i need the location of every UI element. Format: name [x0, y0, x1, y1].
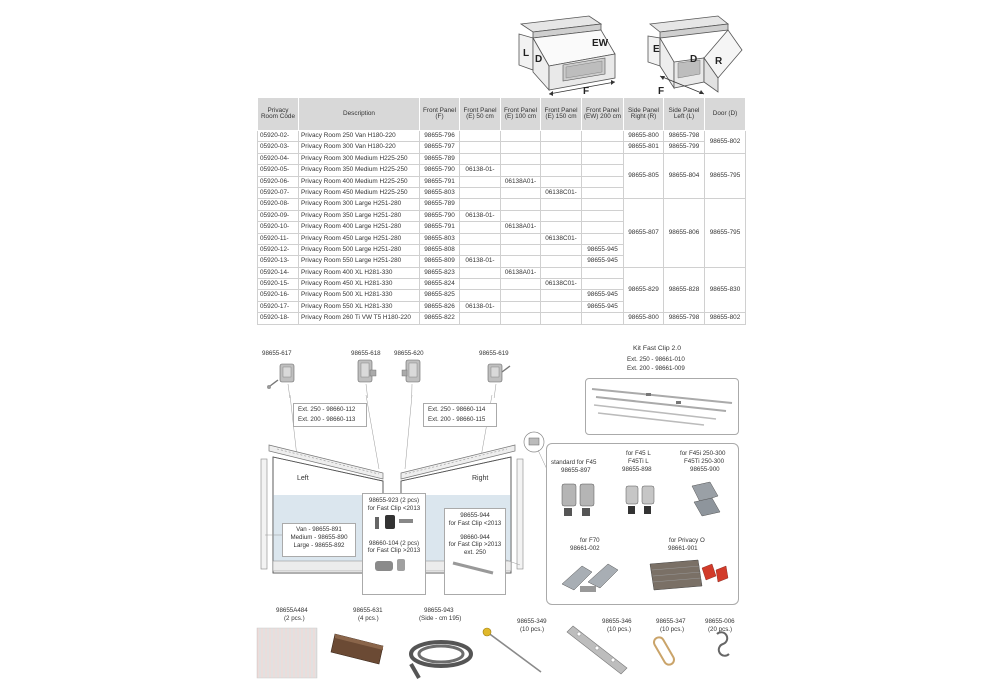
cell-front-f: 98655-824	[420, 279, 460, 290]
pole-large: Large - 98655-892	[293, 541, 345, 549]
b1-code: 98655A484	[276, 607, 308, 614]
cell-front-e150	[541, 210, 582, 221]
cell-description: Privacy Room 550 Large H251-280	[299, 256, 420, 267]
clip-620-icon	[402, 360, 420, 382]
cell-front-ew: 98655-945	[582, 301, 624, 312]
std-f45-line1: standard for F45	[551, 459, 597, 466]
cell-description: Privacy Room 350 Large H251-280	[299, 210, 420, 221]
privacy-o-adapter-icon	[650, 560, 728, 590]
cell-front-f: 98655-791	[420, 176, 460, 187]
cell-front-e100: 06138A01-	[501, 222, 541, 233]
cell-front-ew: 98655-945	[582, 256, 624, 267]
f70-adapter-icon	[562, 564, 618, 592]
p944-icon	[445, 557, 503, 577]
b7-code: 98655-006	[705, 618, 735, 625]
cell-front-e50	[460, 142, 501, 153]
cell-front-e50	[460, 233, 501, 244]
left-panel-label: Left	[297, 475, 309, 482]
b3-qty: (Side - cm 195)	[419, 615, 462, 622]
elastic-ring-icon	[652, 636, 676, 667]
cell-front-f: 98655-823	[420, 267, 460, 278]
cell-code: 05920-16-	[258, 290, 299, 301]
cell-front-e100	[501, 301, 541, 312]
part-98655-618-label: 98655-618	[351, 350, 381, 357]
cell-front-ew	[582, 313, 624, 324]
cell-front-e150	[541, 267, 582, 278]
cell-code: 05920-06-	[258, 176, 299, 187]
header-cell: Front Panel (E) 50 cm	[460, 98, 501, 131]
cell-code: 05920-07-	[258, 187, 299, 198]
cell-front-f: 98655-789	[420, 199, 460, 210]
b5-code: 98655-346	[602, 618, 632, 625]
cell-code: 05920-14-	[258, 267, 299, 278]
header-cell: Front Panel (E) 150 cm	[541, 98, 582, 131]
cell-front-f: 98655-808	[420, 244, 460, 255]
cell-front-e150	[541, 165, 582, 176]
cell-front-ew	[582, 153, 624, 164]
diagram-label-l: L	[523, 48, 530, 59]
clip-619-icon	[488, 364, 510, 382]
cell-front-e50	[460, 199, 501, 210]
cell-door: 98655-802	[705, 131, 746, 154]
cell-side-left: 98655-828	[664, 267, 705, 313]
cell-front-f: 98655-826	[420, 301, 460, 312]
cell-description: Privacy Room 350 Medium H225-250	[299, 165, 420, 176]
diagram-label-f: F	[583, 86, 590, 96]
cell-front-e100	[501, 244, 541, 255]
cell-front-e100	[501, 210, 541, 221]
pole-van: Van - 98655-891	[296, 526, 342, 533]
cell-side-right: 98655-829	[624, 267, 664, 313]
f45i-adapter-icon	[692, 482, 720, 516]
b6-qty: (10 pcs.)	[660, 626, 685, 633]
pole-medium: Medium - 98655-890	[290, 533, 348, 541]
cell-description: Privacy Room 500 Large H251-280	[299, 244, 420, 255]
ext-left-250: Ext. 250 - 98660-112	[298, 406, 356, 413]
part-98655-620-label: 98655-620	[394, 350, 424, 357]
f45l-line2: F45Ti L	[628, 458, 649, 465]
cell-code: 05920-15-	[258, 279, 299, 290]
cell-side-left: 98655-806	[664, 199, 705, 267]
cell-description: Privacy Room 300 Large H251-280	[299, 199, 420, 210]
cell-front-e150	[541, 290, 582, 301]
table-row	[258, 142, 746, 153]
cell-front-e150: 06138C01-	[541, 233, 582, 244]
b2-qty: (4 pcs.)	[358, 615, 379, 622]
diagram-label-f2: F	[658, 86, 665, 96]
cell-front-e50	[460, 313, 501, 324]
cell-front-e100	[501, 165, 541, 176]
adapter-icons-row1	[548, 476, 736, 526]
cell-front-f: 98655-803	[420, 187, 460, 198]
cell-front-e50	[460, 267, 501, 278]
cell-front-e100	[501, 199, 541, 210]
cell-front-e50	[460, 222, 501, 233]
f45l-line3: 98655-898	[622, 466, 652, 473]
ext-left-box	[293, 403, 367, 427]
f45-standard-adapter-icon	[562, 484, 594, 516]
cell-front-e50	[460, 187, 501, 198]
privacy-o-line1: for Privacy O	[669, 537, 705, 544]
cell-description: Privacy Room 260 Ti VW T5 H180-220	[299, 313, 420, 324]
f45i-line2: F45Ti 250-300	[684, 458, 725, 465]
cell-front-e150	[541, 256, 582, 267]
cell-description: Privacy Room 550 XL H281-330	[299, 301, 420, 312]
cell-front-e50	[460, 153, 501, 164]
cell-front-ew	[582, 131, 624, 142]
header-cell: Front Panel (E) 100 cm	[501, 98, 541, 131]
cell-front-e50	[460, 176, 501, 187]
f70-line1: for F70	[580, 537, 600, 544]
cell-code: 05920-18-	[258, 313, 299, 324]
pole-sizes-box	[282, 523, 356, 557]
header-cell: Door (D)	[705, 98, 746, 131]
tent-peg-icon	[483, 628, 541, 672]
std-f45-line2: 98655-897	[561, 467, 591, 474]
cell-front-f: 98655-790	[420, 165, 460, 176]
p104-line1: 98660-104 (2 pcs)	[368, 539, 420, 547]
cell-side-right: 98655-800	[624, 313, 664, 324]
p944b-line2: for Fast Clip >2013	[448, 541, 502, 549]
cell-front-e150: 06138C01-	[541, 187, 582, 198]
cell-description: Privacy Room 300 Medium H225-250	[299, 153, 420, 164]
cell-side-right: 98655-805	[624, 153, 664, 199]
f45i-line1: for F45i 250-300	[680, 450, 726, 457]
cell-front-e150	[541, 244, 582, 255]
ext-right-200: Ext. 200 - 98660-115	[428, 415, 486, 423]
cell-code: 05920-02-	[258, 131, 299, 142]
spec-table	[257, 97, 746, 325]
table-row	[258, 267, 746, 278]
header-cell: Side Panel Left (L)	[664, 98, 705, 131]
fast-clip-right-box	[444, 508, 506, 595]
cell-front-e150	[541, 131, 582, 142]
cell-front-f: 98655-789	[420, 153, 460, 164]
awning-diagram-side	[638, 10, 748, 96]
table-row	[258, 131, 746, 142]
cell-code: 05920-13-	[258, 256, 299, 267]
b3-code: 98655-943	[424, 607, 454, 614]
p923-icon	[363, 513, 423, 533]
fast-clip-left-box	[362, 493, 426, 595]
ext-right-250: Ext. 250 - 98660-114	[428, 406, 486, 413]
header-cell: Privacy Room Code	[258, 98, 299, 131]
cell-front-e50	[460, 244, 501, 255]
b7-qty: (20 pcs.)	[708, 626, 733, 633]
cell-front-e150	[541, 153, 582, 164]
p944b-line1: 98660-944	[460, 533, 490, 541]
cell-code: 05920-12-	[258, 244, 299, 255]
cell-front-e50	[460, 279, 501, 290]
cell-front-e150	[541, 199, 582, 210]
cell-code: 05920-04-	[258, 153, 299, 164]
cell-front-f: 98655-825	[420, 290, 460, 301]
cell-front-ew	[582, 187, 624, 198]
zipper-icon	[411, 642, 471, 678]
cell-front-e150	[541, 142, 582, 153]
cell-front-ew	[582, 279, 624, 290]
kit-ext-250: Ext. 250 - 98661-010	[627, 356, 685, 363]
cell-front-f: 98655-796	[420, 131, 460, 142]
cell-front-e100: 06138A01-	[501, 267, 541, 278]
cell-door: 98655-795	[705, 199, 746, 267]
cell-front-e100	[501, 153, 541, 164]
diagram-label-e: E	[653, 44, 660, 55]
cell-front-e50	[460, 290, 501, 301]
part-98655-617-label: 98655-617	[262, 350, 292, 357]
clip-parts-icons	[258, 358, 528, 398]
cell-front-f: 98655-809	[420, 256, 460, 267]
p944b-line3: ext. 250	[463, 549, 487, 556]
diagram-label-d2: D	[690, 54, 698, 65]
cell-side-right: 98655-801	[624, 142, 664, 153]
b6-code: 98655-347	[656, 618, 686, 625]
kit-fast-clip-box	[585, 378, 739, 435]
cell-code: 05920-05-	[258, 165, 299, 176]
b4-code: 98655-349	[517, 618, 547, 625]
cell-front-e100	[501, 233, 541, 244]
cell-front-e100	[501, 290, 541, 301]
cell-description: Privacy Room 450 XL H281-330	[299, 279, 420, 290]
table-row	[258, 313, 746, 324]
cell-front-e50: 06138-01-	[460, 210, 501, 221]
privacy-o-line2: 98661-901	[668, 545, 698, 552]
ext-left-200: Ext. 200 - 98660-113	[298, 415, 356, 423]
b1-qty: (2 pcs.)	[284, 615, 305, 622]
p104-line2: for Fast Clip >2013	[367, 547, 421, 555]
b5-qty: (10 pcs.)	[607, 626, 632, 633]
cell-code: 05920-11-	[258, 233, 299, 244]
cell-front-ew	[582, 199, 624, 210]
cell-front-e50: 06138-01-	[460, 256, 501, 267]
cell-code: 05920-03-	[258, 142, 299, 153]
f70-line2: 98661-002	[570, 545, 600, 552]
awning-diagram-front	[505, 10, 630, 96]
cell-description: Privacy Room 450 Large H251-280	[299, 233, 420, 244]
f45l-adapter-icon	[626, 486, 654, 514]
cell-front-e150	[541, 176, 582, 187]
cell-front-ew	[582, 142, 624, 153]
cell-front-ew	[582, 210, 624, 221]
cell-side-left: 98655-798	[664, 131, 705, 142]
cell-door: 98655-802	[705, 313, 746, 324]
cell-front-f: 98655-791	[420, 222, 460, 233]
kit-title: Kit Fast Clip 2.0	[633, 345, 681, 352]
cell-side-right: 98655-807	[624, 199, 664, 267]
right-panel-label: Right	[472, 475, 489, 482]
cell-front-e100	[501, 142, 541, 153]
p944-line1: 98655-944	[460, 512, 490, 519]
cell-front-ew	[582, 233, 624, 244]
cell-front-ew: 98655-945	[582, 244, 624, 255]
cell-description: Privacy Room 500 XL H281-330	[299, 290, 420, 301]
rubber-strap-icon	[567, 626, 627, 674]
header-cell: Description	[299, 98, 420, 131]
cell-side-left: 98655-804	[664, 153, 705, 199]
cell-front-e100	[501, 256, 541, 267]
header-cell: Front Panel (F)	[420, 98, 460, 131]
f45l-line1: for F45 L	[626, 450, 651, 457]
curtain-fabric-icon	[257, 628, 317, 678]
cell-front-e100	[501, 313, 541, 324]
cell-front-e100: 06138A01-	[501, 176, 541, 187]
p104-icon	[363, 555, 423, 577]
cell-description: Privacy Room 450 Medium H225-250	[299, 187, 420, 198]
p923-line2: for Fast Clip <2013	[367, 504, 421, 512]
cell-front-e100	[501, 131, 541, 142]
cell-front-ew	[582, 267, 624, 278]
kit-rails-icon	[586, 379, 736, 433]
bottom-parts-icons	[255, 624, 745, 680]
cell-front-e50: 06138-01-	[460, 301, 501, 312]
clip-617-icon	[267, 364, 294, 389]
p944-line2: for Fast Clip <2013	[448, 519, 502, 527]
cell-front-f: 98655-790	[420, 210, 460, 221]
kit-ext-200: Ext. 200 - 98661-009	[627, 365, 685, 372]
cell-description: Privacy Room 400 XL H281-330	[299, 267, 420, 278]
p923-line1: 98655-923 (2 pcs)	[368, 497, 420, 504]
clip-618-icon	[358, 360, 376, 382]
header-cell: Front Panel (EW) 200 cm	[582, 98, 624, 131]
cell-front-e150	[541, 301, 582, 312]
cell-front-e150	[541, 222, 582, 233]
cell-front-ew: 98655-945	[582, 290, 624, 301]
cell-description: Privacy Room 300 Van H180-220	[299, 142, 420, 153]
cell-description: Privacy Room 400 Large H251-280	[299, 222, 420, 233]
cell-code: 05920-17-	[258, 301, 299, 312]
cell-front-e150: 06138C01-	[541, 279, 582, 290]
b2-code: 98655-631	[353, 607, 383, 614]
diagram-label-d: D	[535, 54, 543, 65]
diagram-label-r: R	[715, 56, 723, 67]
cell-code: 05920-08-	[258, 199, 299, 210]
cell-front-e50	[460, 131, 501, 142]
cell-front-e150	[541, 313, 582, 324]
cell-front-e50: 06138-01-	[460, 165, 501, 176]
table-row	[258, 199, 746, 210]
header-cell: Side Panel Right (R)	[624, 98, 664, 131]
ext-right-box	[423, 403, 497, 427]
cell-front-e100	[501, 279, 541, 290]
table-row	[258, 153, 746, 164]
cell-front-ew	[582, 176, 624, 187]
cell-door: 98655-830	[705, 267, 746, 313]
part-98655-619-label: 98655-619	[479, 350, 509, 357]
adapter-icons-row2	[552, 556, 734, 598]
b4-qty: (10 pcs.)	[520, 626, 545, 633]
cell-front-ew	[582, 222, 624, 233]
cell-door: 98655-795	[705, 153, 746, 199]
cell-side-left: 98655-799	[664, 142, 705, 153]
s-hook-icon	[717, 632, 729, 655]
diagram-label-ew: EW	[592, 38, 609, 49]
cell-front-ew	[582, 165, 624, 176]
cell-front-f: 98655-803	[420, 233, 460, 244]
cell-description: Privacy Room 400 Medium H225-250	[299, 176, 420, 187]
cell-front-f: 98655-797	[420, 142, 460, 153]
f45i-line3: 98655-900	[690, 466, 720, 473]
cell-front-e100	[501, 187, 541, 198]
cell-code: 05920-10-	[258, 222, 299, 233]
cell-code: 05920-09-	[258, 210, 299, 221]
cell-side-left: 98655-798	[664, 313, 705, 324]
cell-side-right: 98655-800	[624, 131, 664, 142]
table-header-row	[258, 98, 746, 131]
cell-description: Privacy Room 250 Van H180-220	[299, 131, 420, 142]
cell-front-f: 98655-822	[420, 313, 460, 324]
